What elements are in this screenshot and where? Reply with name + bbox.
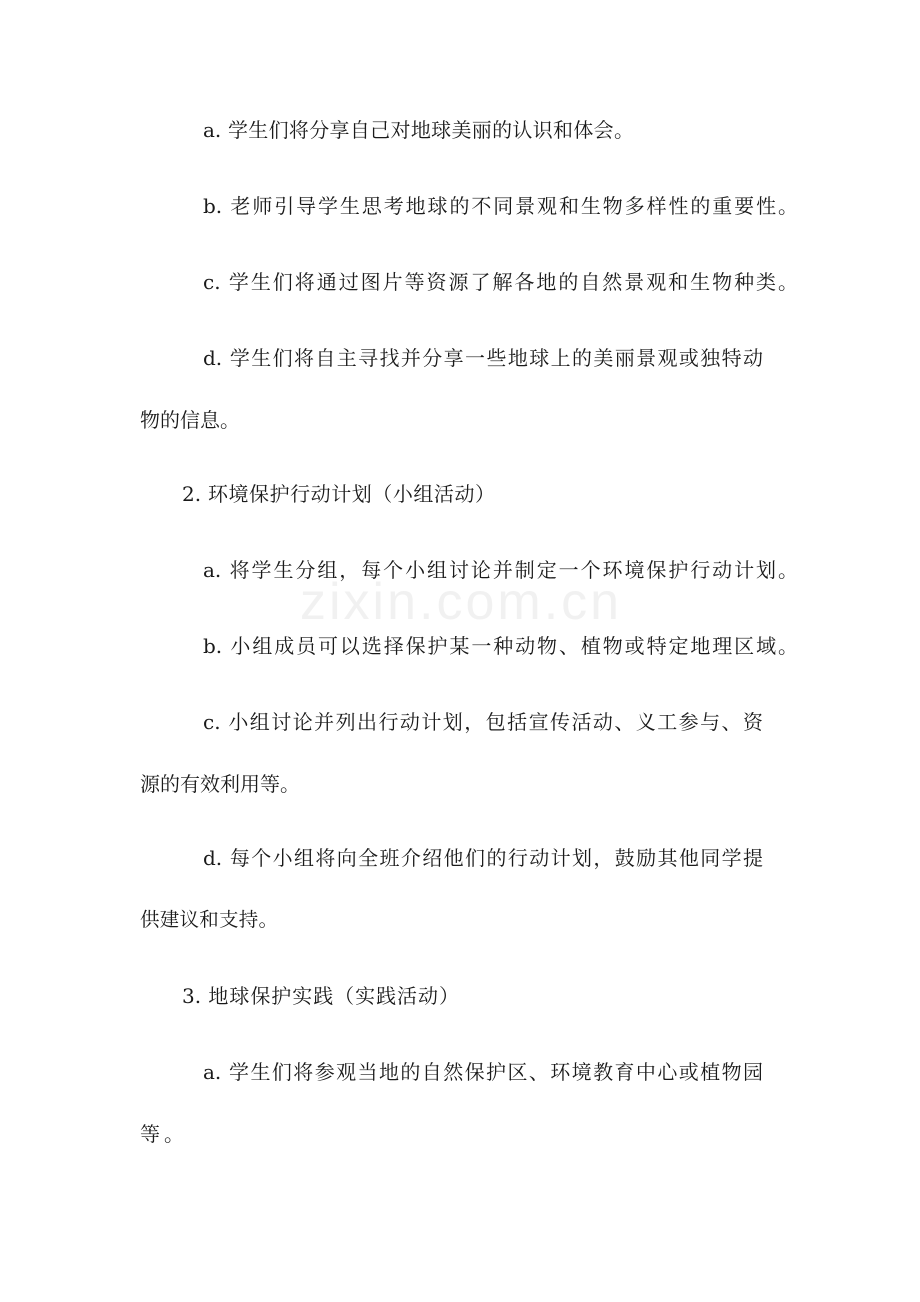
watermark-text: zixin.com.cn xyxy=(300,573,623,631)
line-text: a. 将学生分组，每个小组讨论并制定一个环境保护行动计划。 xyxy=(203,558,798,582)
line-text: 物的信息。 xyxy=(140,408,240,432)
paragraph-line xyxy=(0,1114,920,1154)
paragraph-line xyxy=(0,626,920,666)
section-heading xyxy=(0,474,920,514)
paragraph-line xyxy=(0,900,920,940)
paragraph-line xyxy=(0,400,920,440)
paragraph-line xyxy=(0,186,920,226)
paragraph-line xyxy=(0,838,920,878)
heading-text: 2. 环境保护行动计划（小组活动） xyxy=(182,482,495,506)
line-text: b. 小组成员可以选择保护某一种动物、植物或特定地理区域。 xyxy=(203,634,798,658)
paragraph-line xyxy=(0,764,920,804)
line-text: 源的有效利用等。 xyxy=(140,772,300,796)
line-text: b. 老师引导学生思考地球的不同景观和生物多样性的重要性。 xyxy=(203,194,798,218)
line-text: c. 小组讨论并列出行动计划，包括宣传活动、义工参与、资 xyxy=(203,710,763,734)
paragraph-line xyxy=(0,702,920,742)
section-heading xyxy=(0,976,920,1016)
paragraph-line xyxy=(0,262,920,302)
heading-text: 3. 地球保护实践（实践活动） xyxy=(182,984,459,1008)
line-text: 等。 xyxy=(140,1122,184,1146)
line-text: a. 学生们将参观当地的自然保护区、环境教育中心或植物园 xyxy=(203,1060,763,1084)
line-text: a. 学生们将分享自己对地球美丽的认识和体会。 xyxy=(203,118,634,142)
paragraph-line xyxy=(0,338,920,378)
line-text: 供建议和支持。 xyxy=(140,908,278,931)
paragraph-line xyxy=(0,110,920,150)
paragraph-line xyxy=(0,1052,920,1092)
line-text: c. 学生们将通过图片等资源了解各地的自然景观和生物种类。 xyxy=(203,270,798,294)
paragraph-line xyxy=(0,550,920,590)
line-text: d. 每个小组将向全班介绍他们的行动计划，鼓励其他同学提 xyxy=(203,846,763,870)
line-text: d. 学生们将自主寻找并分享一些地球上的美丽景观或独特动 xyxy=(203,346,763,370)
